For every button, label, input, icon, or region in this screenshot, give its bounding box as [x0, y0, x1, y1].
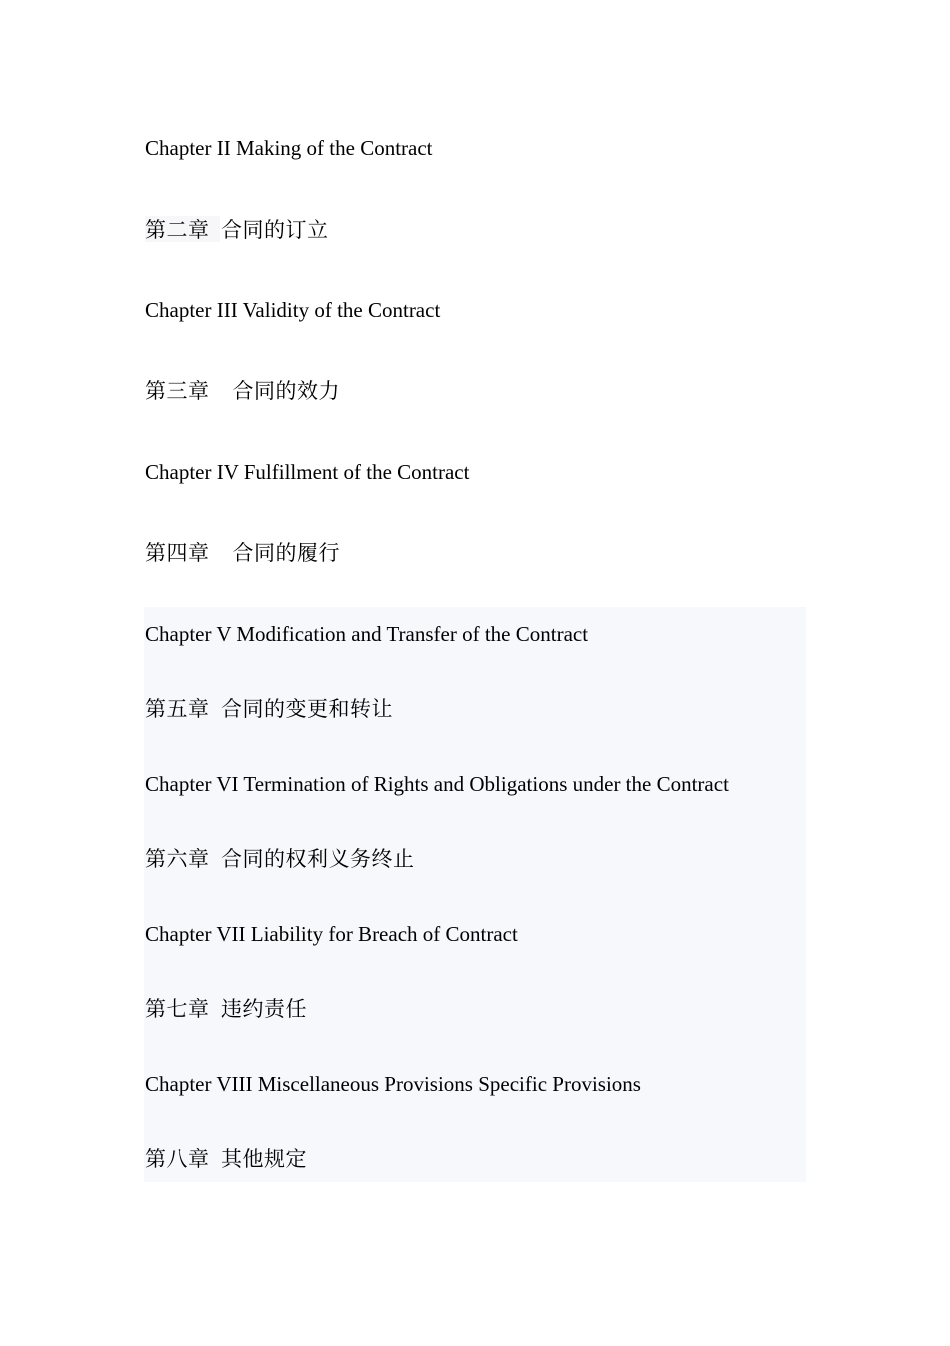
chapter-8-title-en: Chapter VIII Miscellaneous Provisions Specific Provisions [145, 1072, 641, 1096]
chapter-3-title-en: Chapter III Validity of the Contract [145, 298, 441, 322]
chapter-6-title-en: Chapter VI Termination of Rights and Obligations under the Contract [145, 772, 729, 796]
chapter-5-title-en: Chapter V Modification and Transfer of the Contract [145, 622, 589, 646]
chapter-2-title-cn: 第二章 合同的订立 [145, 218, 329, 242]
chapter-3-title-cn: 第三章 合同的效力 [145, 379, 340, 403]
chapter-4-title-en: Chapter IV Fulfillment of the Contract [145, 460, 470, 484]
chapter-8-title-cn: 第八章 其他规定 [145, 1147, 307, 1171]
chapter-5-title-cn: 第五章 合同的变更和转让 [145, 697, 393, 721]
chapter-7-title-en: Chapter VII Liability for Breach of Contract [145, 922, 518, 946]
chapter-4-title-cn: 第四章 合同的履行 [145, 541, 340, 565]
chapter-2-title-en: Chapter II Making of the Contract [145, 136, 433, 160]
chapter-6-title-cn: 第六章 合同的权利义务终止 [145, 847, 415, 871]
chapter-7-title-cn: 第七章 违约责任 [145, 997, 307, 1021]
